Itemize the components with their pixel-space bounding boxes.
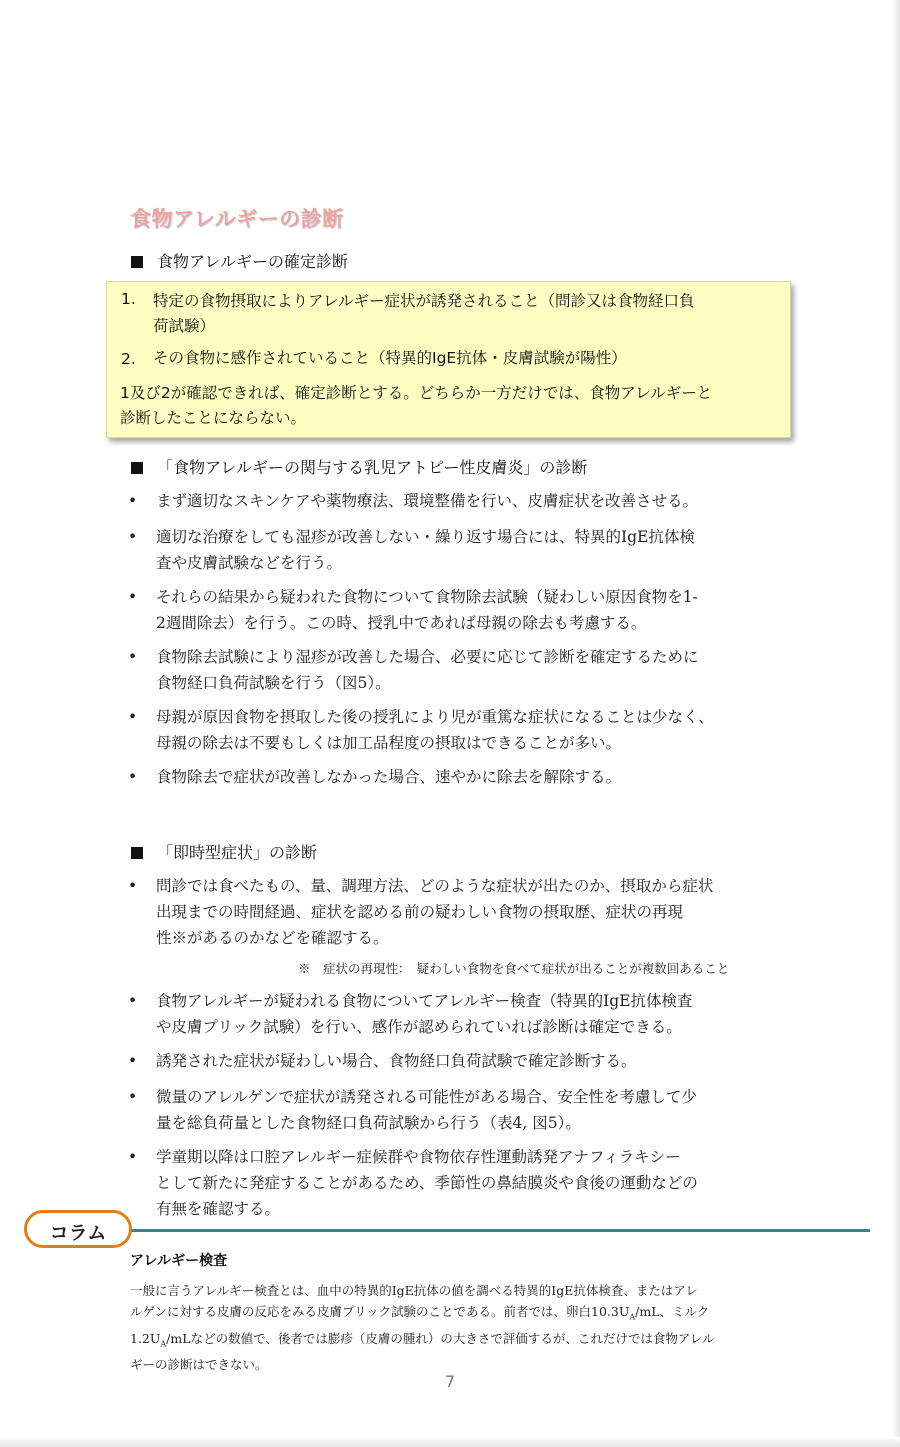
criteria-item-2: その食物に感作されていること（特異的IgE抗体・皮膚試験が陽性）	[153, 349, 627, 367]
criteria-item-1	[153, 289, 773, 339]
column-badge	[24, 1210, 132, 1248]
bullet-icon: •	[128, 768, 138, 786]
list-item-text: や皮膚プリック試験）を行い、感作が認められていれば診断は確定できる。	[156, 1018, 682, 1036]
list-item-text: 査や皮膚試験などを行う。	[156, 554, 343, 572]
column-body-line	[130, 1301, 770, 1328]
heading-definitive-diagnosis	[131, 249, 348, 272]
list-item-text: 食物経口負荷試験を行う（図5）。	[156, 674, 391, 692]
square-bullet-icon	[131, 256, 143, 268]
list-item-text: 母親の除去は不要もしくは加工品程度の摂取はできることが多い。	[156, 734, 622, 752]
criteria-item-1-line: 特定の食物摂取によりアレルギー症状が誘発されること（問診又は食物経口負	[153, 292, 695, 310]
column-body-text: ルゲンに対する皮膚の反応をみる皮膚プリック試験のことである。前者では、卵白10.3U	[130, 1304, 630, 1319]
list-item-text: 食物除去試験により湿疹が改善した場合、必要に応じて診断を確定するために	[156, 648, 699, 666]
column-badge-label: コラム	[49, 1222, 107, 1244]
criteria-number: 1.	[121, 290, 136, 308]
bullet-icon: •	[128, 1088, 138, 1106]
column-title: アレルギー検査	[130, 1253, 228, 1269]
list-item-text: 適切な治療をしても湿疹が改善しない・繰り返す場合には、特異的IgE抗体検	[156, 528, 695, 546]
heading-text: 「即時型症状」の診断	[157, 843, 318, 862]
list-item-text: 2週間除去）を行う。この時、授乳中であれば母親の除去も考慮する。	[156, 614, 647, 632]
bullet-icon: •	[128, 648, 138, 666]
bullet-icon: •	[128, 877, 138, 895]
list-item-text: それらの結果から疑われた食物について食物除去試験（疑わしい原因食物を1-	[156, 588, 698, 606]
heading-immediate-symptoms	[131, 840, 317, 863]
page-edge-shadow	[892, 0, 900, 1447]
column-body-text: /mL、ミルク	[635, 1304, 710, 1319]
bullet-icon: •	[128, 492, 138, 510]
list-item-text: 学童期以降は口腔アレルギー症候群や食物依存性運動誘発アナフィラキシー	[156, 1148, 681, 1166]
square-bullet-icon	[131, 847, 143, 859]
column-body-line: 一般に言うアレルギー検査とは、血中の特異的IgE抗体の値を調べる特異的IgE抗体検査、またはアレ	[130, 1283, 698, 1298]
column-body-text: /mLなどの数値で、後者では膨疹（皮膚の腫れ）の大きさで評価するが、これだけでは食物アレル	[166, 1330, 715, 1346]
footnote: ※ 症状の再現性： 疑わしい食物を食べて症状が出ることが複数回あること	[298, 961, 730, 976]
list-item-text: 食物アレルギーが疑われる食物についてアレルギー検査（特異的IgE抗体検査	[156, 992, 693, 1010]
list-item-text: 性※があるのかなどを確認する。	[156, 929, 389, 947]
list-item-text: 問診では食べたもの、量、調理方法、どのような症状が出たのか、摂取から症状	[156, 877, 714, 895]
list-item-text: まず適切なスキンケアや薬物療法、環境整備を行い、皮膚症状を改善させる。	[156, 492, 699, 510]
bullet-icon: •	[128, 992, 138, 1010]
list-item-text: 量を総負荷量とした食物経口負荷試験から行う（表4, 図5）。	[156, 1114, 581, 1132]
list-item-text: 出現までの時間経過、症状を認める前の疑わしい食物の摂取歴、症状の再現	[156, 903, 684, 921]
list-item-text: 微量のアレルゲンで症状が誘発される可能性がある場合、安全性を考慮して少	[156, 1088, 697, 1106]
definitive-criteria-box	[106, 281, 791, 438]
column-divider	[130, 1229, 870, 1232]
heading-text: 食物アレルギーの確定診断	[157, 252, 348, 271]
heading-text: 「食物アレルギーの関与する乳児アトピー性皮膚炎」の診断	[157, 458, 588, 477]
unit-subscript: A	[160, 1339, 167, 1348]
heading-atopic-dermatitis	[131, 455, 587, 478]
bullet-icon: •	[128, 588, 138, 606]
bullet-icon: •	[128, 1052, 138, 1070]
conclusion-line: 1及び2が確認できれば、確定診断とする。どちらか一方だけでは、食物アレルギーと	[120, 384, 713, 402]
bullet-icon: •	[128, 708, 138, 726]
square-bullet-icon	[131, 462, 143, 474]
conclusion-line: 診断したことにならない。	[120, 409, 307, 427]
column-body-line	[130, 1328, 770, 1355]
list-item-text: として新たに発症することがあるため、季節性の鼻結膜炎や食後の運動などの	[156, 1174, 698, 1192]
bullet-icon: •	[128, 528, 138, 546]
column-body-line: ギーの診断はできない。	[130, 1357, 268, 1372]
criteria-conclusion	[120, 381, 780, 431]
criteria-item-1-line: 荷試験）	[153, 317, 216, 335]
column-body-text: 1.2U	[130, 1330, 161, 1346]
bullet-icon: •	[128, 1148, 138, 1166]
list-item-text: 母親が原因食物を摂取した後の授乳により児が重篤な症状になることは少なく、	[156, 708, 714, 726]
page-edge-shadow-bottom	[0, 1437, 900, 1447]
unit-subscript: A	[629, 1312, 636, 1322]
page-number: 7	[444, 1372, 456, 1391]
column-body	[130, 1280, 770, 1375]
list-item-text: 誘発された症状が疑わしい場合、食物経口負荷試験で確定診断する。	[156, 1052, 637, 1070]
criteria-number: 2.	[121, 350, 136, 368]
list-item-text: 有無を確認する。	[156, 1200, 281, 1218]
section-title: 食物アレルギーの診断	[130, 207, 344, 231]
list-item-text: 食物除去で症状が改善しなかった場合、速やかに除去を解除する。	[156, 768, 622, 786]
